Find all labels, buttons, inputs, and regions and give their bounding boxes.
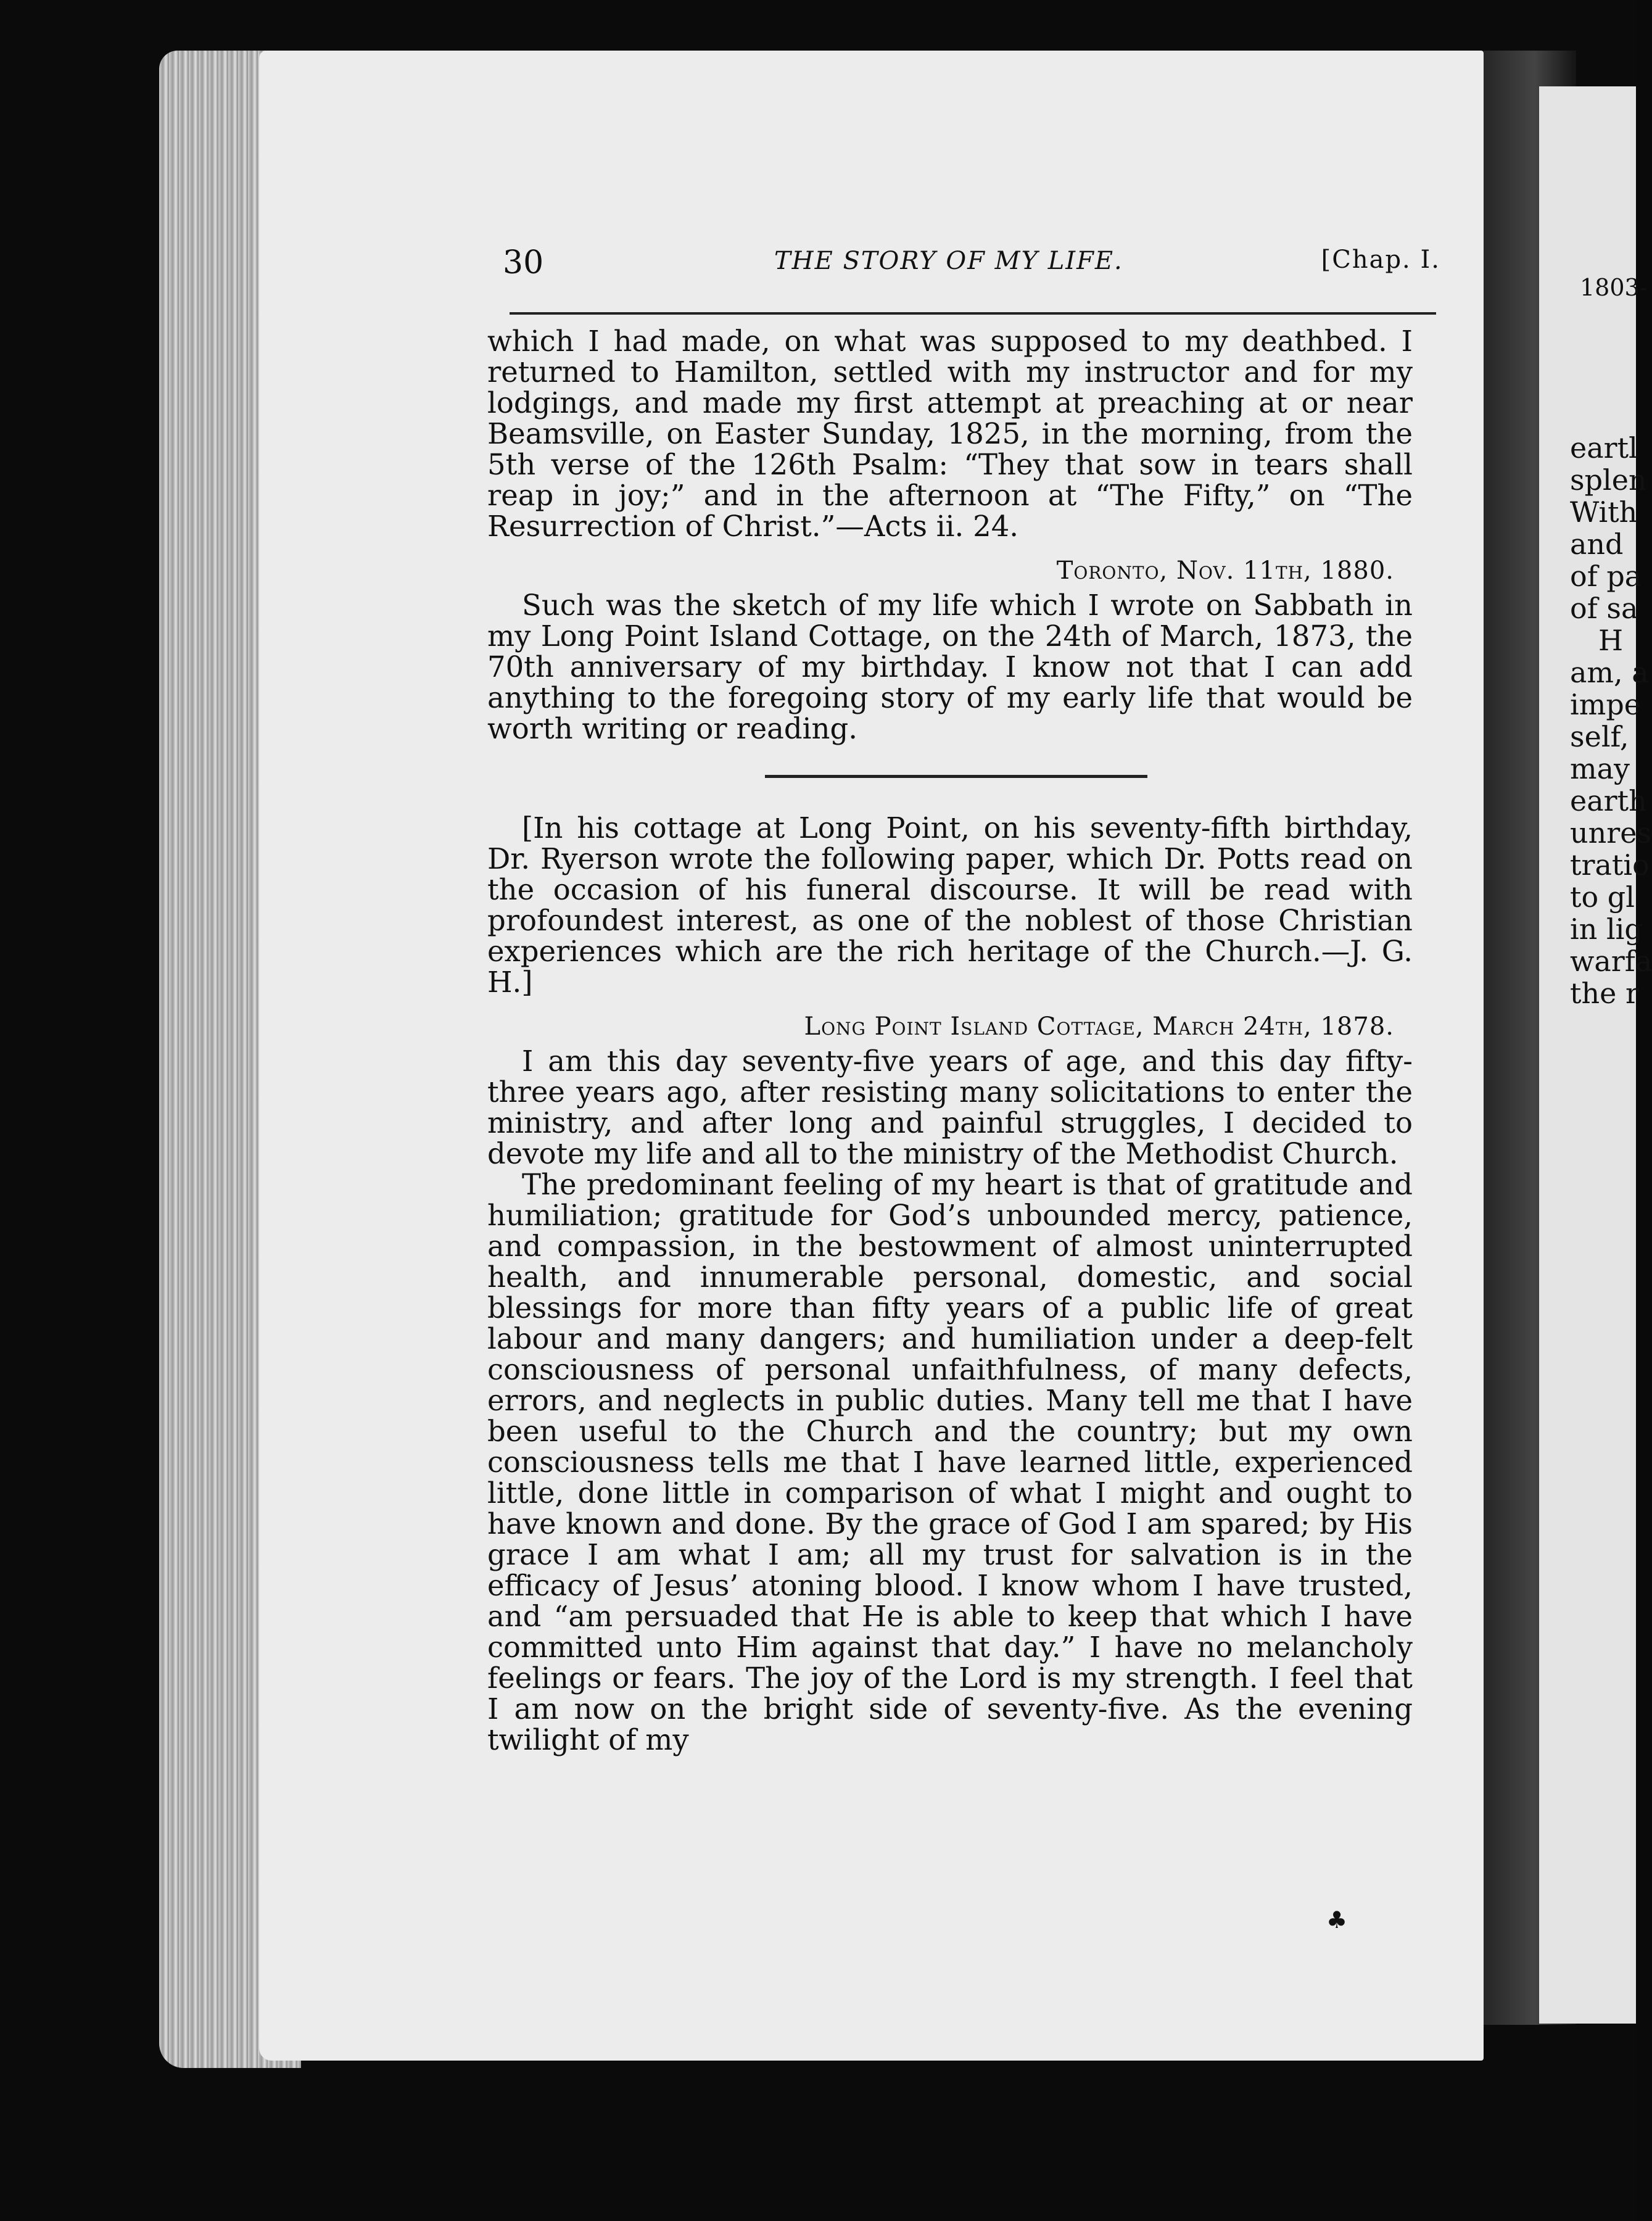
paragraph-seventy-five: I am this day seventy-five years of age, and this day fifty-three years ago, after resisting many solicitations to enter the ministry, and after long and painful struggles, I decided to devote my life and all to the ministry of the Methodist Church. [487,1044,1413,1170]
facing-page-line: impe [1570,688,1641,721]
facing-page-line: the r [1570,977,1639,1010]
page-number: 30 [503,244,544,281]
chapter-reference: [Chap. I. [1321,246,1440,274]
page-body [487,326,1413,1755]
facing-page-line: splen [1570,463,1647,497]
facing-page-line: may [1570,752,1630,785]
facing-page-line: of sa [1570,592,1638,625]
facing-page-line: to gl [1570,880,1635,914]
facing-page-line: eartl [1570,431,1638,465]
facing-page-line: With [1570,495,1638,529]
printer-ornament: ♣ [1326,1906,1348,1934]
facing-page-line: in lig [1570,912,1643,946]
paragraph-continuation: which I had made, on what was supposed to my deathbed. I returned to Hamilton, settled with my instructor and for my lodgings, and made my first attempt at preaching at or near Beamsville, on Easter Sunday, 1825, in the morning, from the 5th verse of the 126th Psalm: “They that sow in tears shall reap in joy;” and in the afternoon at “The Fifty,” on “The Resurrection of Christ.”—Acts ii. 24. [487,325,1413,543]
facing-page-line: and [1570,527,1624,561]
facing-page-line: warfa [1570,945,1652,978]
facing-page-lines [1570,432,1652,1009]
facing-page-heading: 1803- [1580,274,1648,301]
facing-page-fragment [1539,86,1652,2024]
dateline-toronto: Toronto, Nov. 11th, 1880. [1056,556,1394,585]
header-rule [510,312,1436,315]
facing-page-line: of pa [1570,560,1642,593]
editor-note: [In his cottage at Long Point, on his seventy-fifth birthday, Dr. Ryerson wrote the following paper, which Dr. Potts read on the occasion of his funeral discourse. It will be read with profoundest interest, as one of the noblest of those Christian experiences which are the rich heritage of the Church.—J. G. H.] [487,811,1413,999]
paragraph-sketch: Such was the sketch of my life which I wrote on Sabbath in my Long Point Island Cottage, on the 24th of March, 1873, the 70th anniversary of my birthday. I know not that I can add anything to the foregoing story of my early life that would be worth writing or reading. [487,589,1413,745]
facing-page-line: tratio [1570,848,1650,882]
page-header [503,244,1440,287]
paragraph-gratitude: The predominant feeling of my heart is that of gratitude and humiliation; gratitude for God’s unbounded mercy, patience, and compassion, in the bestowment of almost uninterrupted health, and innumerable personal, domestic, and social blessings for more than fifty years of a public life of great labour and many dangers; and humiliation under a deep-felt consciousness of personal unfaithfulness, of many defects, errors, and neglects in public duties. Many tell me that I have been useful to the Church and the country; but my own consciousness tells me that I have learned little, experienced little, done little in comparison of what I might and ought to have known and done. By the grace of God I am spared; by His grace I am what I am; all my trust for salvation is in the efficacy of Jesus’ atoning blood. I know whom I have trusted, and “am persuaded that He is able to keep that which I have committed unto Him against that day.” I have no melancholy feelings or fears. The joy of the Lord is my strength. I feel that I am now on the bright side of seventy-five. As the evening twilight of my [487,1168,1413,1756]
facing-page-line: am, a [1570,656,1649,689]
facing-page-line: earth [1570,784,1647,817]
running-head: THE STORY OF MY LIFE. [774,247,1123,275]
facing-page-line: unres [1570,816,1652,850]
facing-page-line: H [1598,624,1624,657]
section-divider [765,775,1147,778]
facing-page-line: self, [1570,720,1629,753]
dateline-long-point: Long Point Island Cottage, March 24th, 1878. [804,1012,1394,1041]
